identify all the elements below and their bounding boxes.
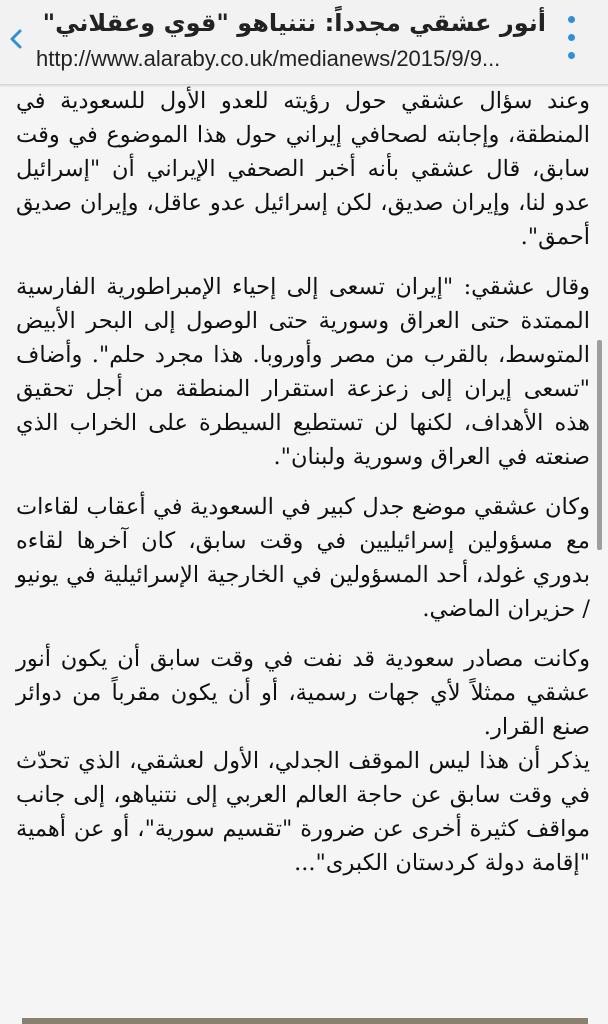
article-paragraph: وكان عشقي موضع جدل كبير في السعودية في أعقاب لقاءات مع مسؤولين إسرائيليين في وقت سابق، كان آخرها لقاءه بدوري غولد، أحد المسؤولين في الخارجية الإسرائيلية في يونيو / حزيران الماضي. bbox=[16, 494, 590, 622]
article-paragraph: وقال عشقي: "إيران تسعى إلى إحياء الإمبراطورية الفارسية الممتدة حتى العراق وسورية حتى الوصول إلى البحر الأبيض المتوسط، بالقرب من مصر وأوروبا. هذا مجرد حلم". وأضاف "تسعى إيران إلى زعزعة استقرار المنطقة من أجل تحقيق هذه الأهداف، لكنها لن تستطيع السيطرة على الخراب الذي صنعته في العراق وسورية ولبنان". bbox=[16, 274, 590, 470]
article-body bbox=[16, 84, 590, 896]
article-paragraph: يذكر أن هذا ليس الموقف الجدلي، الأول لعشقي، الذي تحدّث في وقت سابق عن حاجة العالم العربي إلى نتنياهو، إلى جانب مواقف كثيرة أخرى عن ضرورة "تقسيم سورية"، أو عن أهمية "إقامة دولة كردستان الكبرى"... bbox=[16, 748, 590, 876]
scrollbar-thumb[interactable] bbox=[597, 340, 602, 550]
page-title: أنور عشقي مجدداً: نتنياهو "قوي وعقلاني" bbox=[42, 9, 546, 37]
image-strip bbox=[22, 1018, 588, 1024]
url-field[interactable]: http://www.alaraby.co.uk/medianews/2015/9/9... bbox=[36, 46, 501, 71]
browser-header bbox=[0, 0, 608, 85]
article-paragraph: وكانت مصادر سعودية قد نفت في وقت سابق أن يكون أنور عشقي ممثلاً لأي جهات رسمية، أو أن يكون مقرباً من دوائر صنع القرار. bbox=[16, 646, 590, 740]
article-image-edge bbox=[0, 1012, 608, 1024]
menu-dot bbox=[568, 16, 575, 23]
menu-dot bbox=[568, 52, 575, 59]
chevron-left-icon[interactable] bbox=[6, 26, 26, 52]
overflow-menu-icon[interactable] bbox=[562, 14, 582, 64]
menu-dot bbox=[568, 34, 575, 41]
back-chevron-svg bbox=[6, 26, 26, 52]
article-viewport bbox=[0, 84, 608, 1014]
article-paragraph: وعند سؤال عشقي حول رؤيته للعدو الأول للسعودية في المنطقة، وإجابته لصحافي إيراني حول هذا الموضوع في وقت سابق، قال عشقي بأنه أخبر الصحفي الإيراني أن "إسرائيل عدو لنا، وإيران صديق، لكن إسرائيل عدو عاقل، وإيران صديق أحمق". bbox=[16, 88, 590, 250]
